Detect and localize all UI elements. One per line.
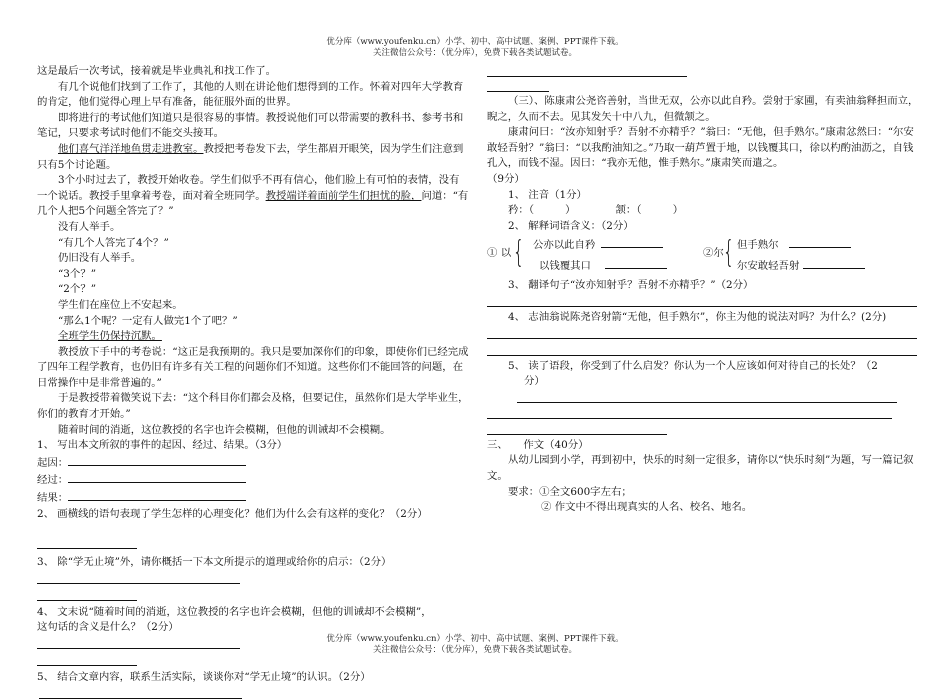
answer-line[interactable] — [517, 390, 897, 403]
answer-line[interactable] — [487, 422, 667, 435]
answer-label: 结果： — [37, 492, 69, 505]
word-item: 尔安敢轻吾射 — [737, 257, 865, 275]
question-3: 3、 除“学无止境”外，请你概括一下本文所提示的道理或给你的启示：（2分） — [37, 556, 392, 569]
left-column — [37, 64, 469, 699]
classical-passage-1: （三）、陈康肃公尧咨善射，当世无双，公亦以此自矜。尝射于家圃，有卖油翁释担而立，睨之，久而不去。见其发矢十中八九，但微颔之。 — [487, 95, 919, 123]
answer-line[interactable] — [601, 236, 663, 248]
answer-line[interactable] — [68, 489, 246, 501]
answer-line[interactable] — [37, 588, 137, 601]
word-item: 以钱覆其口 — [539, 257, 667, 275]
question-2: 2、 画横线的语句表现了学生怎样的心理变化？他们为什么会有这样的变化？（2分） — [37, 507, 428, 520]
answer-line[interactable] — [487, 64, 687, 77]
passage-para — [37, 329, 469, 345]
underlined-sentence-2: 教授端详着面前学生们担忧的脸， — [265, 189, 422, 202]
passage-para: 这是最后一次考试，接着就是毕业典礼和找工作了。 — [37, 65, 276, 77]
passage-para: 教授放下手中的考卷说：“这正是我预期的。我只是要加深你们的印象，即使你们已经完成了四年工程学教育，也仍旧有许多有关工程的问题你们不知道。这些你们不能回答的问题，在日常操作中是非常普遍的。” — [37, 345, 469, 389]
right-column — [487, 64, 919, 516]
answer-label: 起因： — [37, 456, 69, 469]
essay-requirement-1: 要求：①全文600字左右； — [508, 485, 632, 498]
answer-line[interactable] — [37, 536, 137, 549]
word-label-er: ②尔 — [703, 247, 724, 260]
header-line-2: 关注微信公众号：（优分库），免费下载各类试题试卷。 — [372, 48, 577, 58]
brace-icon: { — [512, 235, 525, 271]
answer-line[interactable] — [487, 326, 917, 339]
answer-row-cause — [37, 454, 469, 472]
passage-para: 于是教授带着微笑说下去：“这个科目你们都会及格，但要记住，虽然你们是大学毕业生，你们的教育才开始。” — [37, 392, 469, 421]
answer-line[interactable] — [37, 571, 240, 584]
word-item: 但手熟尔 — [737, 236, 851, 254]
passage-text: 3个小时过去了，教授开始收卷。学生们似乎不再有信心，他们脸上有可怕的表情，没有一个说话。教授手里拿着考卷，面对着全班同学。 — [37, 174, 460, 202]
answer-label: 经过： — [37, 474, 69, 487]
pinyin-row — [487, 203, 919, 219]
essay-section-title: 三、 作文（40分） — [487, 438, 589, 451]
page-footer — [0, 634, 950, 656]
footer-line-1: 优分库（www.youfenku.cn）小学、初中、高中试题、案例、PPT课件下载。 — [326, 634, 624, 644]
answer-line[interactable] — [789, 236, 851, 248]
passage-para: “有几个人答完了4个？” — [58, 236, 169, 249]
question-1: 1、 写出本文所叙的事件的起因、经过、结果。（3分） — [37, 439, 288, 452]
underlined-sentence-3: 全班学生仍保持沉默。 — [58, 330, 162, 343]
footer-line-2: 关注微信公众号：（优分库），免费下载各类试题试卷。 — [372, 645, 577, 655]
passage-para — [37, 173, 469, 220]
pinyin-item: 颔：（ ） — [615, 204, 684, 217]
passage-para: 没有人举手。 — [58, 220, 121, 233]
word-meaning-block — [487, 236, 919, 276]
passage-para — [37, 142, 469, 173]
passage-para: 即将进行的考试他们知道只是很容易的事情。教授说他们可以带需要的教科书、参考书和笔记，只要求考试时他们不能交头接耳。 — [37, 111, 464, 140]
essay-requirement-2: ② 作文中不得出现真实的人名、校名、地名。 — [541, 501, 753, 514]
page-header — [0, 37, 950, 59]
answer-line[interactable] — [39, 686, 242, 699]
question-4-line-2: 这句话的含义是什么？（2分） — [37, 621, 179, 634]
r-question-5-line-2: 分） — [524, 375, 545, 388]
underlined-sentence-1: 他们喜气洋洋地鱼贯走进教室。 — [58, 142, 204, 155]
answer-row-process — [37, 471, 469, 489]
passage-para: 有几个说他们找到了工作了，其他的人则在讲论他们想得到的工作。怀着对四年大学教育的肯定，他们觉得心理上早有准备，能征服外面的世界。 — [37, 80, 464, 109]
passage-text: 教授把考卷发下去，学生都眉开眼笑，因为学生们注意到只有5个讨论题。 — [37, 142, 464, 171]
brace-icon: { — [722, 235, 735, 271]
r-question-1: 1、 注音（1分） — [508, 188, 587, 201]
passage-text: 问道：“有几个人把5个问题全答完了？” — [37, 189, 469, 218]
passage-para: 学生们在座位上不安起来。 — [58, 298, 183, 311]
r-question-2: 2、 解释词语含义：（2分） — [508, 219, 634, 232]
question-4-line-1: 4、 文末说“随着时间的消逝，这位教授的名字也许会模糊，但他的训诫却不会模糊”， — [37, 605, 432, 618]
section-score: （9分） — [487, 172, 525, 185]
r-question-4: 4、 志油翁说陈尧咨射箭“无他，但手熟尔”，你主为他的说法对吗？为什么？(2分) — [508, 310, 887, 323]
answer-line[interactable] — [68, 471, 246, 483]
answer-line[interactable] — [803, 257, 865, 269]
pinyin-item: 矜：（ ） — [508, 204, 576, 217]
answer-line[interactable] — [487, 406, 892, 419]
header-line-1: 优分库（www.youfenku.cn）小学、初中、高中试题、案例、PPT课件下载。 — [326, 37, 624, 47]
answer-row-result — [37, 489, 469, 507]
essay-prompt: 从幼儿园到小学，再到初中，快乐的时刻一定很多，请你以“快乐时刻”为题，写一篇记叙文。 — [487, 454, 914, 482]
answer-line[interactable] — [487, 79, 549, 92]
passage-para: 仍旧没有人举手。 — [58, 252, 142, 265]
answer-line[interactable] — [605, 257, 667, 269]
passage-para: 随着时间的消逝，这位教授的名字也许会模糊，但他的训诫却不会模糊。 — [58, 423, 391, 436]
passage-para: “2个？” — [58, 283, 97, 296]
answer-line[interactable] — [487, 294, 917, 307]
r-question-5-line-1: 5、 读了语段，你受到了什么启发？你认为一个人应该如何对待自己的长处？（2 — [508, 359, 878, 372]
answer-line[interactable] — [487, 343, 917, 356]
passage-para: “3个？” — [58, 267, 97, 280]
classical-passage-2: 康肃问曰：“汝亦知射乎？吾射不亦精乎？”翁曰：“无他，但手熟尔。”康肃忿然曰：“尔安敢轻吾射？”翁曰：“以我酌油知之。”乃取一葫芦置于地，以钱覆其口，徐以杓酌油沥之，自钱孔入，而钱不湿。因曰：“我亦无他，惟手熟尔。”康肃笑而遣之。 — [487, 126, 914, 170]
question-5: 5、 结合文章内容，联系生活实际，谈谈你对“学无止境”的认识。（2分） — [37, 671, 371, 683]
passage-para: “那么1个呢？一定有人做完1个了吧？” — [58, 314, 238, 327]
answer-line[interactable] — [68, 454, 246, 466]
word-label-yi: ① 以 — [487, 247, 512, 260]
word-item: 公亦以此自矜 — [533, 236, 663, 254]
r-question-3: 3、 翻译句子“汝亦知射乎？吾射不亦精乎？”（2分） — [508, 279, 754, 292]
